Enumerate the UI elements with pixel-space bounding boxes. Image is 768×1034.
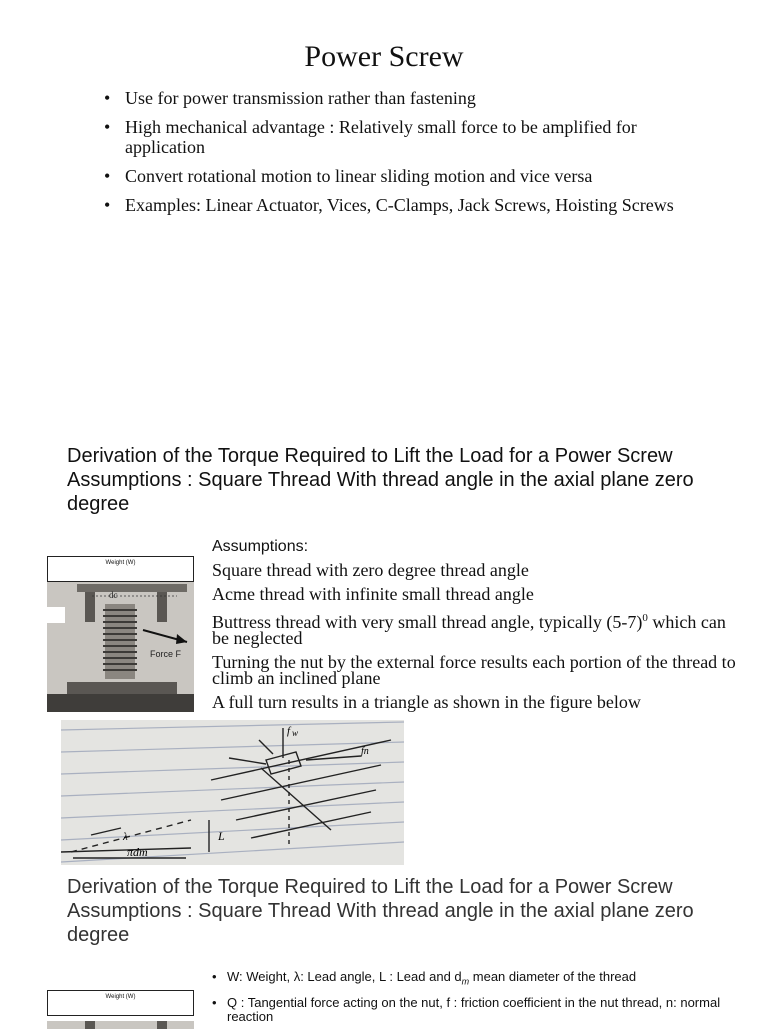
list-item: Square thread with zero degree thread angle (212, 560, 529, 580)
list-item: • Convert rotational motion to linear sliding motion and vice versa (104, 166, 694, 186)
degree-superscript: 0 (642, 612, 648, 624)
subscript-m: m (461, 976, 470, 987)
list-item: Turning the nut by the external force results each portion of the thread to climb an inclined plane (212, 652, 736, 688)
variable-list (212, 970, 752, 1031)
buttress-text-end: which can be neglected (212, 612, 726, 648)
buttress-text: Buttress thread with very small thread angle, typically (5-7) (212, 612, 643, 632)
lead-label: L (218, 829, 225, 843)
weight-label: Weight (W) (47, 556, 194, 582)
section-heading: Derivation of the Torque Required to Lift the Load for a Power Screw Assumptions : Square Thread With thread angle in the axial plane zero degree (67, 445, 694, 515)
dc-label: dc (109, 590, 118, 600)
list-item: • High mechanical advantage : Relatively small force to be amplified for application (104, 117, 694, 157)
list-item (212, 970, 752, 989)
inclined-plane-sketch (61, 720, 404, 865)
screw-jack-illustration (47, 582, 194, 712)
pidm-label: πdm (127, 845, 148, 859)
weight-label-2: Weight (W) (47, 990, 194, 1016)
list-item: • Use for power transmission rather than fastening (104, 88, 694, 108)
force-label: Force F (150, 649, 182, 659)
list-item: A full turn results in a triangle as shown in the figure below (212, 692, 641, 712)
screw-jack-figure (47, 556, 194, 712)
bullet-text-end: mean diameter of the thread (469, 969, 637, 984)
bullet-list (104, 88, 694, 224)
list-item: Acme thread with infinite small thread angle (212, 584, 534, 604)
list-item: • Q : Tangential force acting on the nut, f : friction coefficient in the nut thread, n: normal reaction (212, 996, 752, 1024)
section-heading-2: Derivation of the Torque Required to Lift the Load for a Power Screw Assumptions : Square Thread With thread angle in the axial plane zero degree (67, 876, 694, 946)
assumptions-list (212, 562, 742, 718)
lambda-label: λ (123, 831, 128, 843)
bullet-text: W: Weight, λ: Lead angle, L : Lead and d (227, 969, 462, 984)
screw-jack-illustration-2 (47, 1021, 194, 1029)
fn-label: fn (361, 746, 369, 757)
list-item: • Examples: Linear Actuator, Vices, C-Clamps, Jack Screws, Hoisting Screws (104, 195, 694, 215)
slide-title: Power Screw (304, 40, 464, 73)
assumptions-label: Assumptions: (212, 538, 309, 555)
list-item (212, 610, 742, 646)
f-label: f (287, 725, 291, 737)
screw-jack-figure-2 (47, 990, 194, 1024)
w-label: w (292, 728, 299, 738)
